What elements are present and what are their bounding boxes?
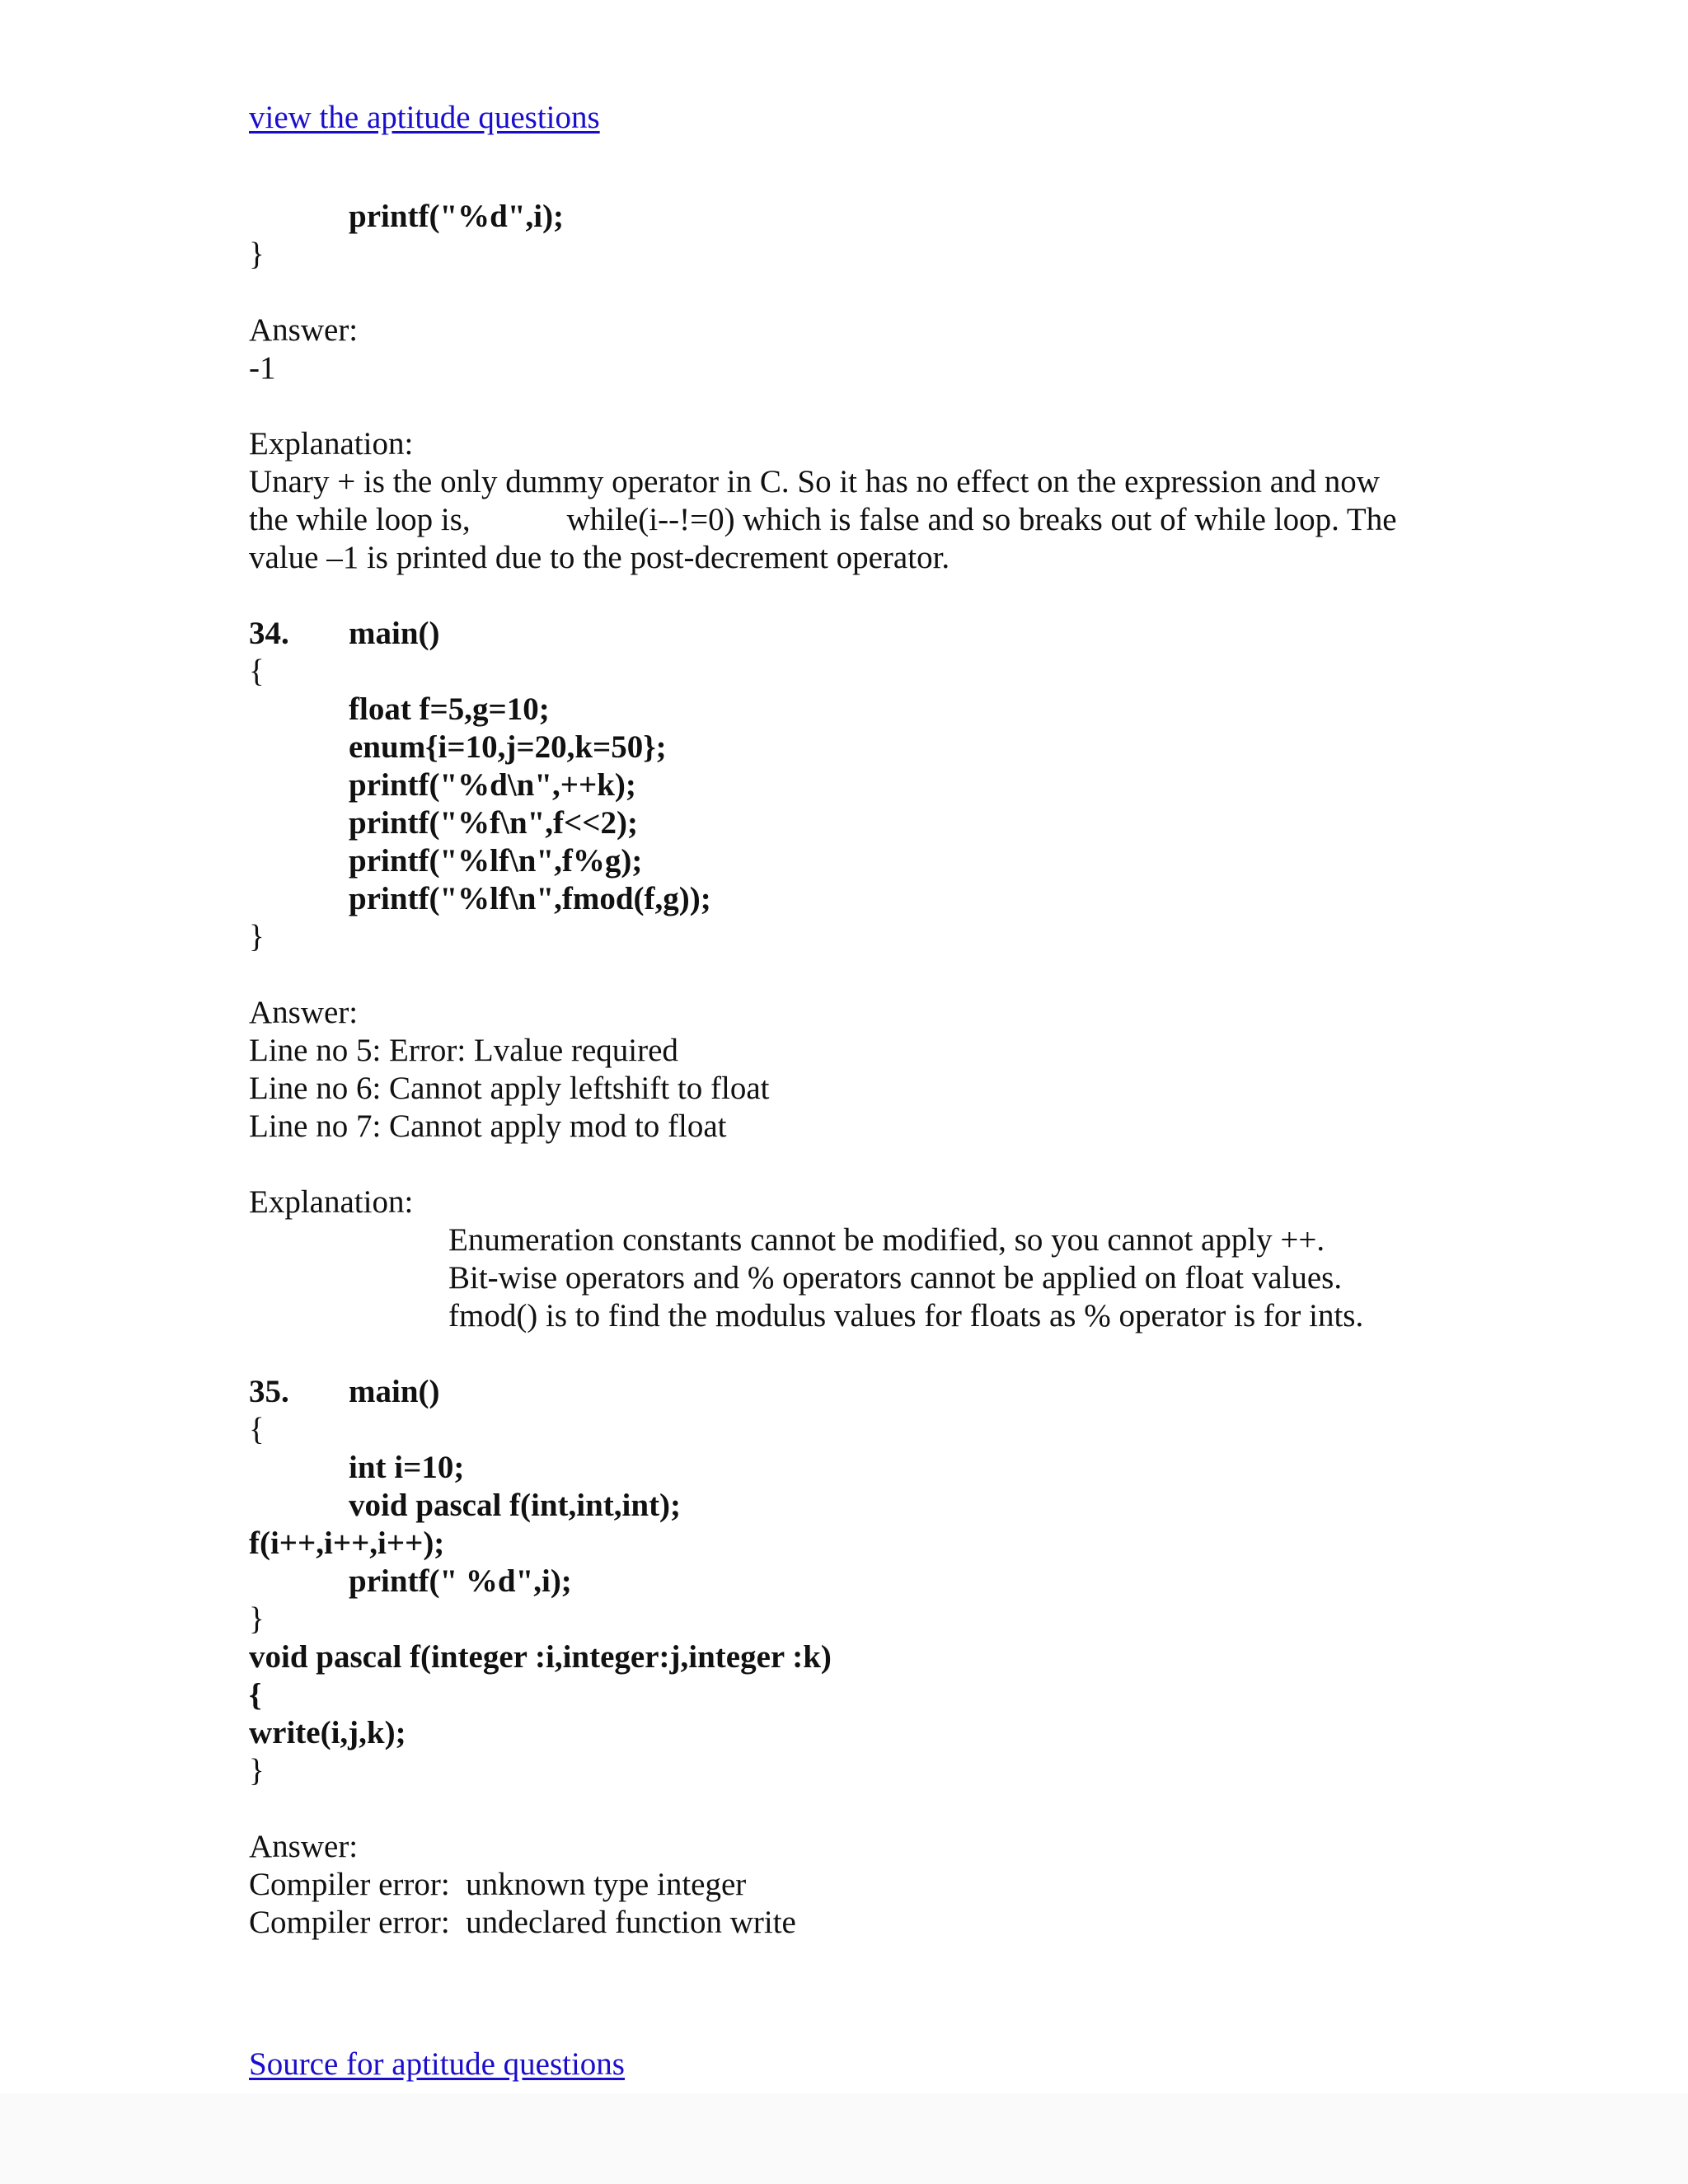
code-close-brace: } <box>249 1753 265 1788</box>
code-line: enum{i=10,j=20,k=50}; <box>349 729 667 765</box>
question-number: 34. <box>249 616 289 651</box>
answer-label: Answer: <box>249 995 359 1030</box>
code-line: printf("%f\n",f<<2); <box>349 805 638 841</box>
code-line: void pascal f(integer :i,integer:j,integer :k) <box>249 1639 832 1675</box>
code-line: float f=5,g=10; <box>349 691 550 727</box>
explanation-label: Explanation: <box>249 1184 414 1220</box>
code-line: printf("%d",i); <box>349 199 565 234</box>
answer-text: Compiler error: unknown type integer <box>249 1867 747 1902</box>
answer-text: Line no 7: Cannot apply mod to float <box>249 1108 727 1144</box>
answer-text: -1 <box>249 350 276 386</box>
code-close-brace: } <box>249 237 265 272</box>
code-line: void pascal f(int,int,int); <box>349 1488 682 1523</box>
page-bottom-band <box>0 2093 1688 2184</box>
code-line: int i=10; <box>349 1450 465 1485</box>
answer-text: Line no 5: Error: Lvalue required <box>249 1033 678 1068</box>
code-header: main() <box>349 1374 440 1409</box>
code-close-brace: } <box>249 919 265 954</box>
code-line: printf("%lf\n",f%g); <box>349 843 643 879</box>
code-open-brace: { <box>249 1677 262 1713</box>
explanation-line: the while loop is, while(i--!=0) which is false and so breaks out of while loop. The <box>249 502 1397 537</box>
code-line: printf("%d\n",++k); <box>349 767 636 803</box>
code-line: f(i++,i++,i++); <box>249 1526 445 1561</box>
view-aptitude-questions-link[interactable]: view the aptitude questions <box>249 100 600 135</box>
explanation-line: Bit-wise operators and % operators cannot be applied on float values. <box>448 1260 1343 1296</box>
explanation-line: Unary + is the only dummy operator in C. So it has no effect on the expression and now <box>249 464 1380 499</box>
explanation-line: Enumeration constants cannot be modified, so you cannot apply ++. <box>448 1222 1325 1258</box>
code-line: printf(" %d",i); <box>349 1563 572 1599</box>
code-open-brace: { <box>249 654 265 689</box>
question-number: 35. <box>249 1374 289 1409</box>
answer-label: Answer: <box>249 1829 359 1864</box>
code-line: printf("%lf\n",fmod(f,g)); <box>349 881 711 916</box>
explanation-label: Explanation: <box>249 426 414 462</box>
answer-text: Line no 6: Cannot apply leftshift to float <box>249 1071 770 1106</box>
explanation-line: value –1 is printed due to the post-decrement operator. <box>249 540 950 575</box>
code-open-brace: { <box>249 1412 265 1447</box>
code-header: main() <box>349 616 440 651</box>
code-line: write(i,j,k); <box>249 1715 406 1750</box>
explanation-line: fmod() is to find the modulus values for floats as % operator is for ints. <box>448 1298 1364 1333</box>
source-aptitude-questions-link[interactable]: Source for aptitude questions <box>249 2046 625 2082</box>
code-close-brace: } <box>249 1601 265 1637</box>
answer-label: Answer: <box>249 312 359 348</box>
answer-text: Compiler error: undeclared function write <box>249 1905 796 1940</box>
